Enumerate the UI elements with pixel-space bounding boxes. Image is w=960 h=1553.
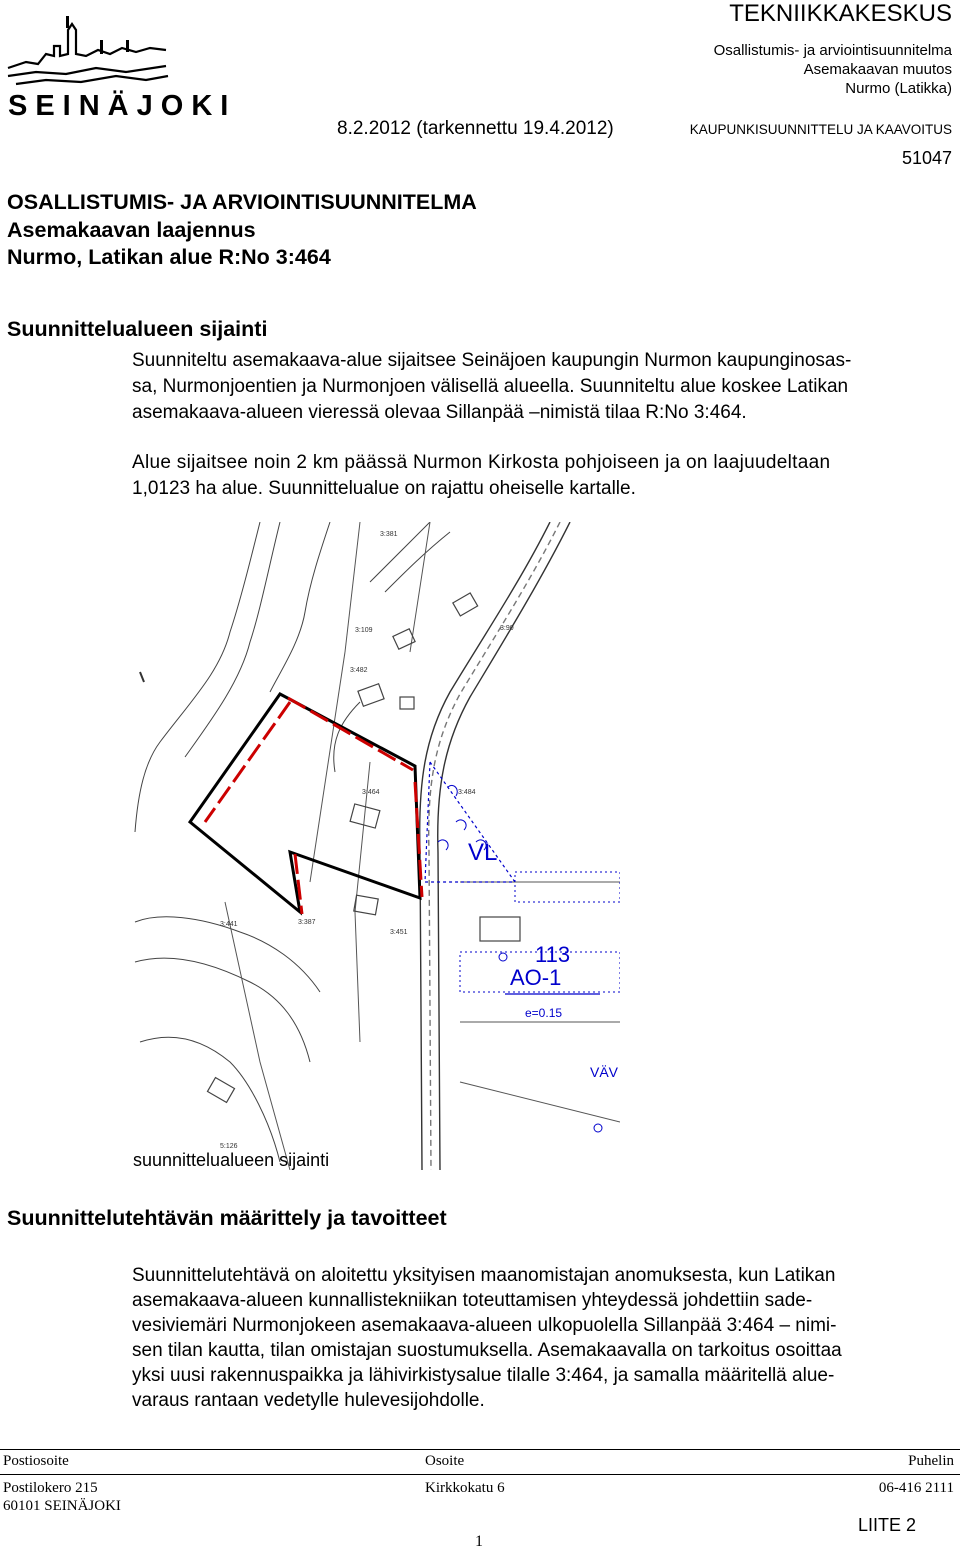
paragraph-line: sa, Nurmonjoentien ja Nurmonjoen välisellä alueella. Suunniteltu alue koskee Latikan bbox=[132, 376, 849, 397]
section-heading-objectives: Suunnittelutehtävän määrittely ja tavoitteet bbox=[7, 1206, 447, 1230]
paragraph-line: yksi uusi rakennuspaikka ja lähivirkistysalue tilalle 3:464, ja samalla määritellä alue- bbox=[132, 1365, 835, 1386]
footer-phone: 06-416 2111 bbox=[878, 1480, 954, 1496]
footer-address: Kirkkokatu 6 bbox=[425, 1480, 505, 1496]
department-name: TEKNIIKKAKESKUS bbox=[729, 0, 952, 27]
doc-type: Osallistumis- ja arviointisuunnitelma bbox=[713, 42, 952, 59]
document-area-title: Nurmo, Latikan alue R:No 3:464 bbox=[7, 245, 331, 269]
parcel-number: 5:126 bbox=[220, 1143, 238, 1150]
appendix-label: LIITE 2 bbox=[858, 1515, 917, 1535]
paragraph-line: varaus rantaan vedetylle hulevesijohdolle. bbox=[132, 1390, 485, 1411]
map-label-zone: AO-1 bbox=[510, 965, 562, 990]
footer-postal-line2: 60101 SEINÄJOKI bbox=[3, 1498, 121, 1514]
map-label-road: VÄV bbox=[590, 1064, 619, 1080]
section-heading-location: Suunnittelualueen sijainti bbox=[7, 317, 268, 341]
parcel-number: 3:90 bbox=[500, 625, 514, 632]
page-number: 1 bbox=[475, 1533, 483, 1550]
document-title: OSALLISTUMIS- JA ARVIOINTISUUNNITELMA bbox=[7, 190, 477, 214]
logo-wordmark: SEINÄJOKI bbox=[8, 90, 237, 122]
parcel-number: 3:441 bbox=[220, 921, 238, 928]
paragraph-line: asemakaava-alueen kunnallistekniikan toteuttamisen yhteydessä johdettiin sade- bbox=[132, 1290, 813, 1311]
footer-phone-label: Puhelin bbox=[908, 1453, 954, 1469]
paragraph-line: 1,0123 ha alue. Suunnittelualue on rajattu oheiselle kartalle. bbox=[132, 478, 636, 499]
doc-area: Nurmo (Latikka) bbox=[845, 80, 952, 97]
doc-subject: Asemakaavan muutos bbox=[803, 61, 952, 78]
parcel-number: 3:387 bbox=[298, 919, 316, 926]
parcel-number: 3:381 bbox=[380, 531, 398, 538]
parcel-number: 3:464 bbox=[362, 789, 380, 796]
parcel-number: 3:484 bbox=[458, 789, 476, 796]
paragraph-line: Suunnittelutehtävä on aloitettu yksityisen maanomistajan anomuksesta, kun Latikan bbox=[132, 1265, 836, 1286]
footer-rule bbox=[0, 1449, 960, 1450]
location-map bbox=[130, 522, 620, 1170]
parcel-number: 3:482 bbox=[350, 667, 368, 674]
map-label-vl: VL bbox=[468, 839, 498, 866]
footer-rule bbox=[0, 1474, 960, 1475]
paragraph-line: Suunniteltu asemakaava-alue sijaitsee Seinäjoen kaupungin Nurmon kaupunginosas- bbox=[132, 350, 852, 371]
map-label-efficiency: e=0.15 bbox=[525, 1006, 563, 1020]
footer-address-label: Osoite bbox=[425, 1453, 465, 1469]
paragraph-line: asemakaava-alueen vieressä olevaa Sillanpää –nimistä tilaa R:No 3:464. bbox=[132, 402, 747, 423]
map-caption: suunnittelualueen sijainti bbox=[133, 1150, 330, 1170]
parcel-number: 3:451 bbox=[390, 929, 408, 936]
parcel-number: 3:109 bbox=[355, 627, 373, 634]
paragraph-line: Alue sijaitsee noin 2 km päässä Nurmon Kirkosta pohjoiseen ja on laajuudeltaan bbox=[132, 452, 831, 473]
document-number: 51047 bbox=[901, 148, 952, 168]
document-date: 8.2.2012 (tarkennettu 19.4.2012) bbox=[337, 118, 614, 139]
footer-postal-line1: Postilokero 215 bbox=[3, 1480, 98, 1496]
document-subtitle: Asemakaavan laajennus bbox=[7, 218, 256, 242]
paragraph-line: vesiviemäri Nurmonjokeen asemakaava-alueen ulkopuolella Sillanpää 3:464 – nimi- bbox=[132, 1315, 837, 1336]
paragraph-line: sen tilan kautta, tilan omistajan suostumuksella. Asemakaavalla on tarkoitus osoittaa bbox=[132, 1340, 842, 1361]
footer-postal-label: Postiosoite bbox=[3, 1453, 69, 1469]
map-label-block: 113 bbox=[535, 942, 571, 967]
unit-name: KAUPUNKISUUNNITTELU JA KAAVOITUS bbox=[689, 122, 952, 137]
